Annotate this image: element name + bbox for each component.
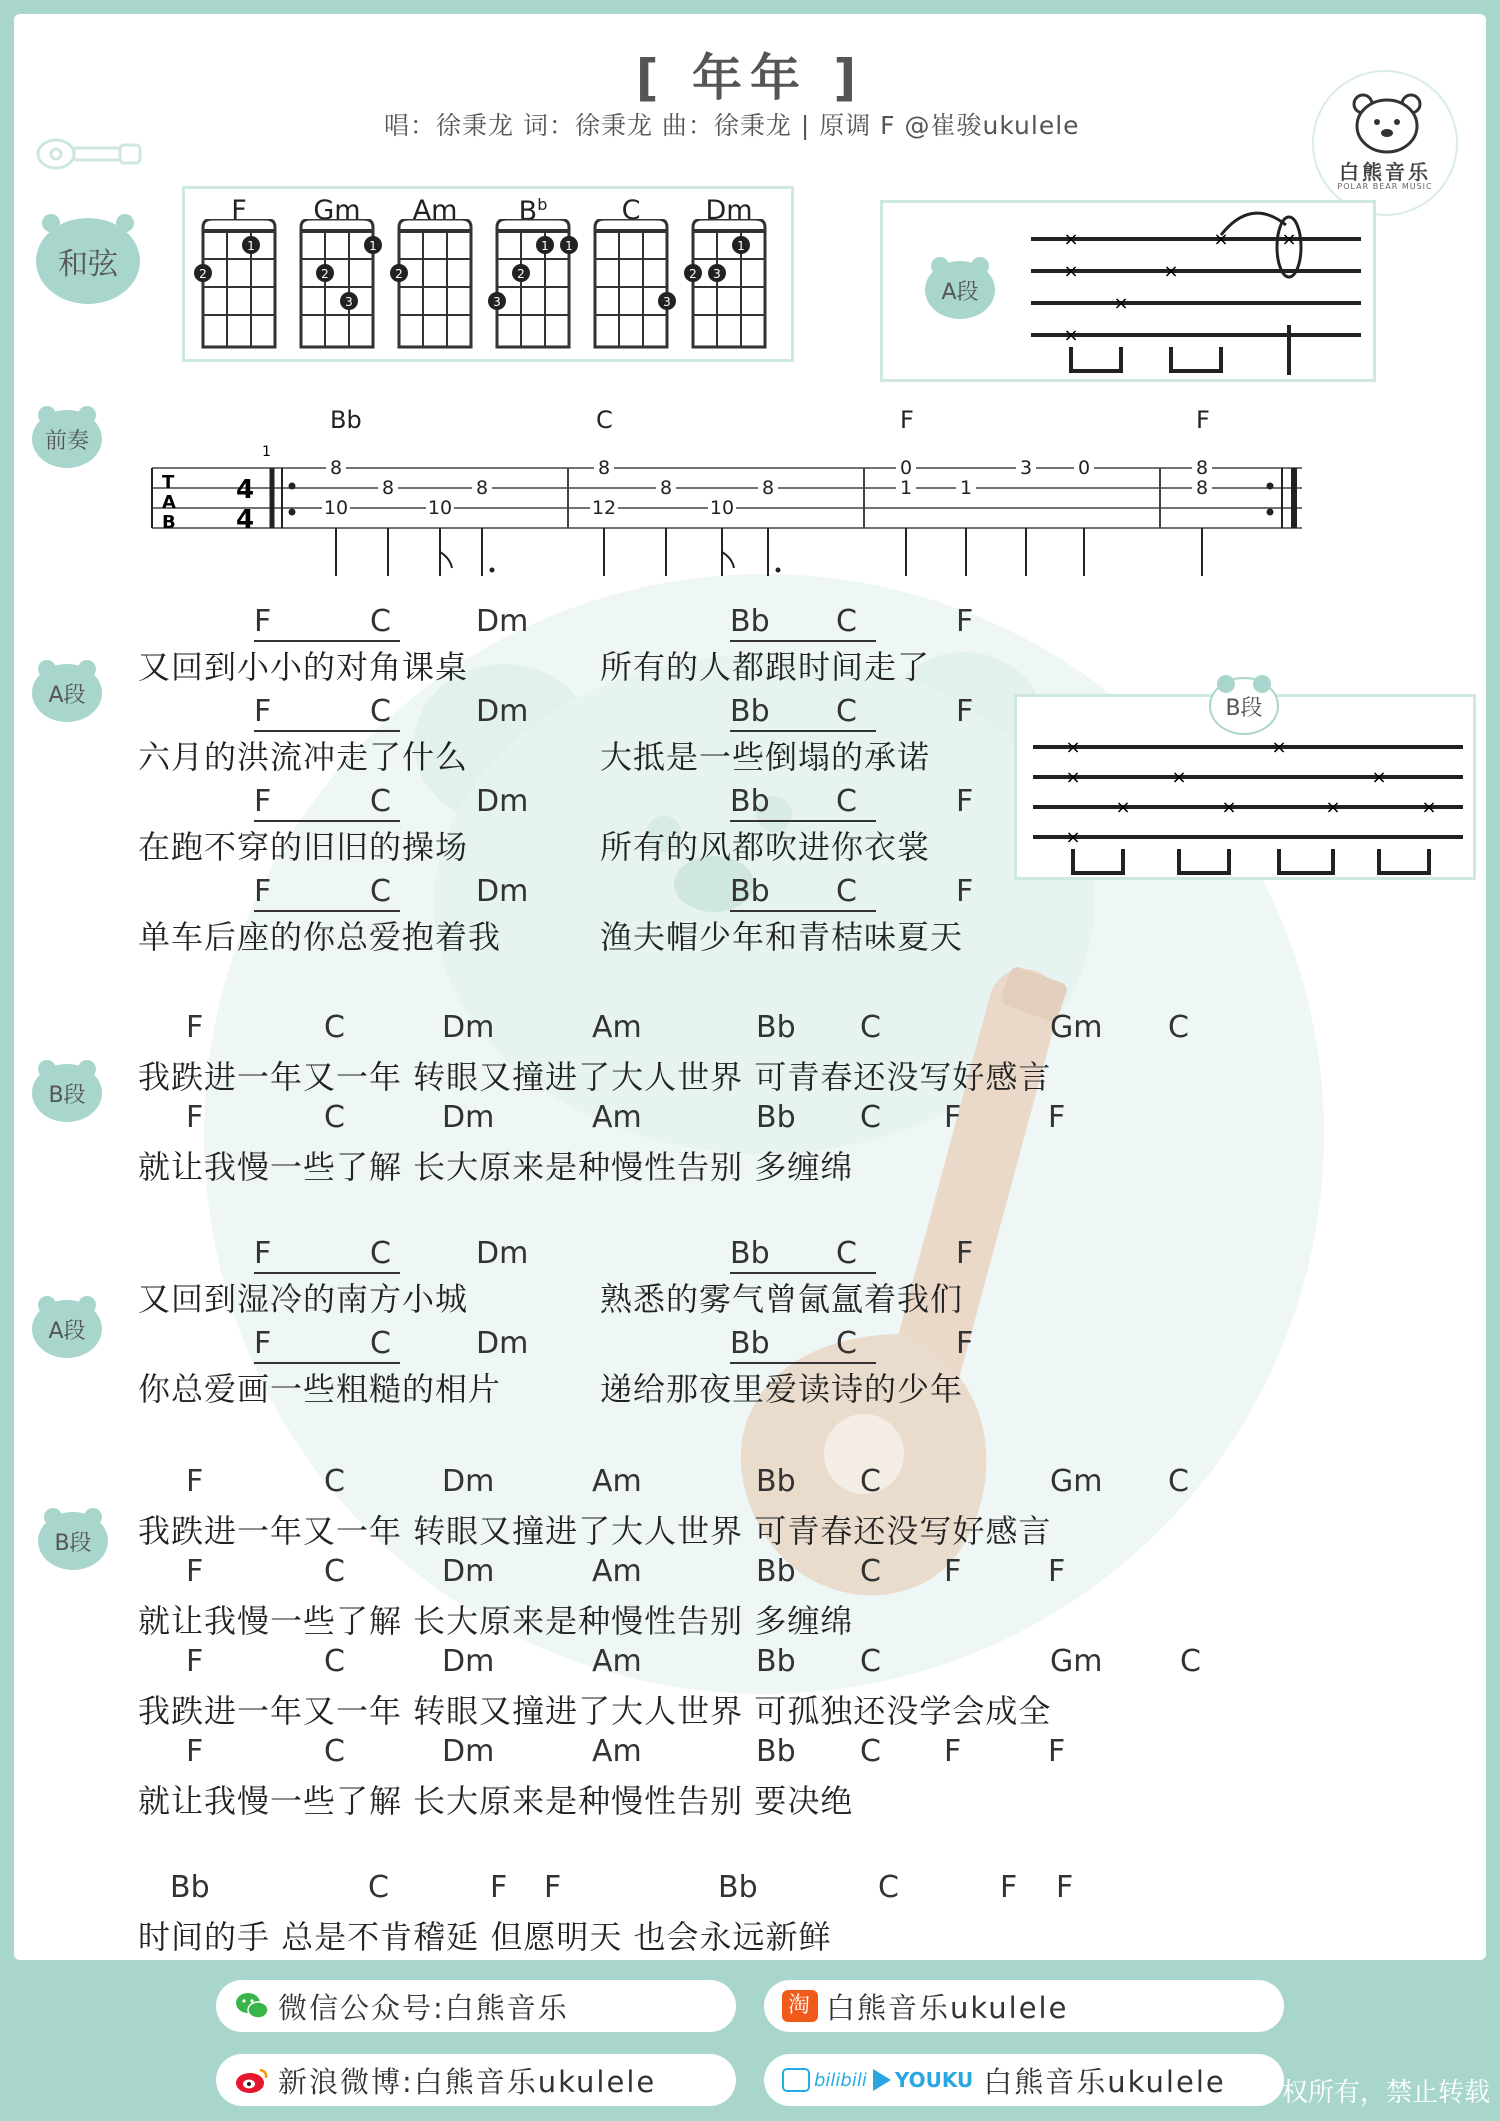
chord-grid <box>683 219 775 355</box>
chord-name: F <box>231 195 247 226</box>
strum-pattern-b <box>1014 694 1476 880</box>
chord-label: Dm <box>476 874 529 909</box>
svg-text:2: 2 <box>517 267 525 281</box>
chord-label: F <box>944 1100 962 1135</box>
section-label-b: B段 <box>32 1064 102 1122</box>
chord-label: F <box>956 784 974 819</box>
chord-label: C <box>860 1464 881 1499</box>
chord-label: F <box>956 604 974 639</box>
tab-number: 8 <box>1195 477 1209 499</box>
chord-label: F <box>956 874 974 909</box>
chord-label: F <box>186 1554 204 1589</box>
chord-label: F <box>1048 1554 1066 1589</box>
svg-text:×: × <box>1421 797 1437 818</box>
chord-label: F <box>944 1734 962 1769</box>
video-text: 白熊音乐ukulele <box>983 2064 1226 2099</box>
weibo-text: 新浪微博:白熊音乐ukulele <box>278 2064 657 2099</box>
chord-diagrams <box>182 186 794 362</box>
svg-text:×: × <box>1221 797 1237 818</box>
chord-label: Dm <box>476 694 529 729</box>
chord-label: F <box>186 1464 204 1499</box>
bear-icon <box>1347 86 1427 156</box>
chord-label: Am <box>592 1734 642 1769</box>
chord-label: Am <box>592 1644 642 1679</box>
strum-diagram-b <box>1033 715 1473 875</box>
section-label-a: A段 <box>32 1300 102 1358</box>
chord-c <box>585 189 677 359</box>
chord-label: Bb <box>730 694 770 729</box>
svg-text:×: × <box>1063 325 1079 346</box>
lyric-text: 递给那夜里爱读诗的少年 <box>600 1370 964 1408</box>
time-sig-bottom: 4 <box>236 505 255 535</box>
lyric-text: 我跌进一年又一年 转眼又撞进了大人世界 可青春还没写好感言 <box>138 1512 1052 1550</box>
ukulele-icon <box>34 134 144 174</box>
chord-label: F <box>490 1870 508 1905</box>
lyric-text: 我跌进一年又一年 转眼又撞进了大人世界 可青春还没写好感言 <box>138 1058 1052 1096</box>
wechat-icon <box>234 1990 270 2022</box>
chord-label: F <box>254 784 272 819</box>
tab-staff <box>132 428 1322 608</box>
strum-diagram-a <box>1031 207 1371 377</box>
chord-label: C <box>836 604 857 639</box>
chord-label: C <box>324 1644 345 1679</box>
tab-number: 0 <box>1077 457 1091 479</box>
chord-label: C <box>368 1870 389 1905</box>
chord-label: C <box>370 1326 391 1361</box>
lyric-text: 大抵是一些倒塌的承诺 <box>600 738 931 776</box>
chord-label: Bb <box>756 1644 796 1679</box>
youku-text: YOUKU <box>894 2068 974 2092</box>
tab-number: 1 <box>899 477 913 499</box>
intro-label: 前奏 <box>32 410 102 468</box>
svg-text:3: 3 <box>713 267 721 281</box>
chord-label: Bb <box>730 1236 770 1271</box>
chord-label: F <box>254 604 272 639</box>
chord-label: Bb <box>170 1870 210 1905</box>
svg-text:1: 1 <box>369 239 377 253</box>
chord-grid <box>487 219 579 355</box>
chord-label: C <box>860 1734 881 1769</box>
tab-chord: F <box>900 406 914 434</box>
section-label-b: B段 <box>1209 677 1279 735</box>
svg-text:2: 2 <box>395 267 403 281</box>
chord-label: C <box>836 1236 857 1271</box>
tab-clef-t: T <box>162 472 175 493</box>
chord-label: Bb <box>756 1734 796 1769</box>
svg-text:×: × <box>1163 261 1179 282</box>
measure-number: 1 <box>262 444 271 460</box>
tab-number: 0 <box>899 457 913 479</box>
tab-chord: Bb <box>330 406 362 434</box>
lyric-text: 就让我慢一些了解 长大原来是种慢性告别 要决绝 <box>138 1782 854 1820</box>
chord-label: C <box>1168 1464 1189 1499</box>
chord-label: Dm <box>442 1464 495 1499</box>
chord-label: Bb <box>756 1464 796 1499</box>
chord-label: Bb <box>756 1010 796 1045</box>
chord-label: Bb <box>730 874 770 909</box>
chord-label: C <box>836 784 857 819</box>
tab-number: 1 <box>959 477 973 499</box>
svg-text:3: 3 <box>345 295 353 309</box>
chord-f <box>193 189 285 359</box>
lyric-text: 单车后座的你总爱抱着我 <box>138 918 502 956</box>
chord-grid <box>585 219 677 355</box>
svg-text:×: × <box>1065 737 1081 758</box>
chord-label: F <box>254 1236 272 1271</box>
svg-text:1: 1 <box>737 239 745 253</box>
lyric-text: 又回到小小的对角课桌 <box>138 648 469 686</box>
chord-label: F <box>1000 1870 1018 1905</box>
tab-number: 8 <box>597 457 611 479</box>
copyright-notice: 权所有，禁止转载 <box>1281 2078 1490 2108</box>
chord-grid <box>389 219 481 355</box>
chord-label: Am <box>592 1464 642 1499</box>
chords-label: 和弦 <box>36 218 140 304</box>
chord-name: Gm <box>313 195 361 226</box>
tab-number: 3 <box>1019 457 1033 479</box>
chord-label: C <box>324 1464 345 1499</box>
lyric-text: 渔夫帽少年和青桔味夏天 <box>600 918 964 956</box>
lyric-text: 就让我慢一些了解 长大原来是种慢性告别 多缠绵 <box>138 1602 854 1640</box>
svg-text:×: × <box>1325 797 1341 818</box>
tab-number: 8 <box>475 477 489 499</box>
chord-label: Am <box>592 1100 642 1135</box>
tab-number: 10 <box>709 497 735 519</box>
tab-number: 8 <box>381 477 395 499</box>
chord-label: Am <box>592 1010 642 1045</box>
bilibili-icon <box>782 2068 810 2092</box>
tab-number: 10 <box>323 497 349 519</box>
chord-label: C <box>370 1236 391 1271</box>
logo-subtext: POLAR BEAR MUSIC <box>1337 182 1433 191</box>
chord-label: Bb <box>730 1326 770 1361</box>
chord-dm <box>683 189 775 359</box>
tab-clef-a: A <box>162 492 176 513</box>
lyric-text: 所有的人都跟时间走了 <box>600 648 931 686</box>
chord-name: Dm <box>705 195 753 226</box>
taobao-link[interactable] <box>764 1980 1284 2032</box>
tab-clef-b: B <box>162 512 176 533</box>
video-link[interactable] <box>764 2054 1284 2106</box>
chord-label: Dm <box>442 1644 495 1679</box>
chord-label: Dm <box>442 1100 495 1135</box>
chord-label: F <box>186 1100 204 1135</box>
chord-label: C <box>370 874 391 909</box>
chord-label: Dm <box>476 1236 529 1271</box>
chord-label: Dm <box>476 784 529 819</box>
chord-label: C <box>370 604 391 639</box>
tab-number: 8 <box>1195 457 1209 479</box>
svg-text:×: × <box>1063 229 1079 250</box>
chord-label: Dm <box>476 604 529 639</box>
chord-label: C <box>370 694 391 729</box>
chord-label: C <box>860 1010 881 1045</box>
intro-tab <box>132 406 1322 606</box>
chord-label: C <box>324 1010 345 1045</box>
weibo-icon <box>234 2064 270 2096</box>
strum-pattern-a <box>880 200 1376 382</box>
chord-label: Bb <box>730 784 770 819</box>
taobao-text: 白熊音乐ukulele <box>826 1990 1069 2025</box>
chord-label: F <box>254 694 272 729</box>
chord-label: F <box>956 1236 974 1271</box>
svg-text:1: 1 <box>541 239 549 253</box>
chord-gm <box>291 189 383 359</box>
chord-bb <box>487 189 579 359</box>
tab-number: 8 <box>659 477 673 499</box>
chord-name: $B^b$ <box>518 195 548 227</box>
chord-grid <box>193 219 285 355</box>
svg-text:×: × <box>1115 797 1131 818</box>
svg-text:×: × <box>1063 261 1079 282</box>
chord-name: C <box>621 195 641 226</box>
svg-text:×: × <box>1113 293 1129 314</box>
svg-text:×: × <box>1065 767 1081 788</box>
chord-label: C <box>324 1100 345 1135</box>
svg-text:2: 2 <box>199 267 207 281</box>
chord-label: F <box>254 874 272 909</box>
chord-label: F <box>1056 1870 1074 1905</box>
chord-am <box>389 189 481 359</box>
chord-label: C <box>878 1870 899 1905</box>
chord-label: F <box>1048 1734 1066 1769</box>
chord-label: F <box>544 1870 562 1905</box>
svg-text:×: × <box>1371 767 1387 788</box>
chord-label: Dm <box>442 1010 495 1045</box>
lyric-text: 又回到湿冷的南方小城 <box>138 1280 469 1318</box>
chord-label: C <box>860 1100 881 1135</box>
weibo-link[interactable] <box>216 2054 736 2106</box>
chord-label: F <box>1048 1100 1066 1135</box>
chord-label: F <box>186 1644 204 1679</box>
svg-text:2: 2 <box>321 267 329 281</box>
chord-label: C <box>860 1554 881 1589</box>
chord-label: F <box>254 1326 272 1361</box>
chord-label: F <box>956 1326 974 1361</box>
chord-label: C <box>324 1554 345 1589</box>
chord-label: F <box>944 1554 962 1589</box>
chord-label: C <box>836 1326 857 1361</box>
chord-label: Dm <box>476 1326 529 1361</box>
time-sig-top: 4 <box>236 475 255 505</box>
wechat-link[interactable] <box>216 1980 736 2032</box>
chord-label: C <box>370 784 391 819</box>
lyric-text: 所有的风都吹进你衣裳 <box>600 828 931 866</box>
chord-label: Bb <box>756 1100 796 1135</box>
chord-grid <box>291 219 383 355</box>
chord-label: C <box>324 1734 345 1769</box>
song-credits: 唱：徐秉龙 词：徐秉龙 曲：徐秉龙 | 原调 F @崔骏ukulele <box>384 111 1080 140</box>
chord-label: Bb <box>756 1554 796 1589</box>
wechat-text: 微信公众号:白熊音乐 <box>278 1990 569 2025</box>
chord-label: Bb <box>730 604 770 639</box>
section-label-a: A段 <box>32 664 102 722</box>
tab-chord: C <box>596 406 613 434</box>
section-label-a: A段 <box>925 261 995 319</box>
chord-label: F <box>956 694 974 729</box>
bilibili-text: bilibili <box>814 2069 867 2091</box>
chord-label: F <box>186 1734 204 1769</box>
tab-number: 8 <box>761 477 775 499</box>
chord-label: F <box>186 1010 204 1045</box>
section-label-b: B段 <box>38 1512 108 1570</box>
svg-text:1: 1 <box>247 239 255 253</box>
tab-number: 8 <box>329 457 343 479</box>
chord-label: C <box>1180 1644 1201 1679</box>
chord-label: Gm <box>1050 1010 1103 1045</box>
polar-bear-logo <box>1312 70 1458 216</box>
chord-label: Dm <box>442 1554 495 1589</box>
lyric-text: 就让我慢一些了解 长大原来是种慢性告别 多缠绵 <box>138 1148 854 1186</box>
svg-text:×: × <box>1213 229 1229 250</box>
chord-label: C <box>860 1644 881 1679</box>
chord-name: Am <box>412 195 458 226</box>
chord-label: Bb <box>718 1870 758 1905</box>
lyric-text: 六月的洪流冲走了什么 <box>138 738 469 776</box>
svg-text:×: × <box>1281 229 1297 250</box>
lyric-text: 在跑不穿的旧旧的操场 <box>138 828 469 866</box>
chord-label: Am <box>592 1554 642 1589</box>
chord-label: C <box>1168 1010 1189 1045</box>
chord-label: Gm <box>1050 1644 1103 1679</box>
tab-chord: F <box>1196 406 1210 434</box>
youku-icon <box>873 2069 891 2091</box>
logo-text: 白熊音乐 <box>1339 160 1431 184</box>
lyric-text: 时间的手 总是不肯稽延 但愿明天 也会永远新鲜 <box>138 1918 832 1956</box>
lyric-text: 你总爱画一些粗糙的相片 <box>138 1370 502 1408</box>
footer <box>0 1960 1500 2121</box>
chord-label: Dm <box>442 1734 495 1769</box>
tab-number: 12 <box>591 497 617 519</box>
chord-label: Gm <box>1050 1464 1103 1499</box>
svg-text:3: 3 <box>493 295 501 309</box>
svg-text:3: 3 <box>663 295 671 309</box>
lyric-text: 我跌进一年又一年 转眼又撞进了大人世界 可孤独还没学会成全 <box>138 1692 1052 1730</box>
song-sheet <box>14 14 1486 1960</box>
svg-text:×: × <box>1271 737 1287 758</box>
taobao-icon: 淘 <box>782 1990 818 2022</box>
svg-text:×: × <box>1065 827 1081 848</box>
svg-text:×: × <box>1171 767 1187 788</box>
chord-label: C <box>836 874 857 909</box>
chord-label: C <box>836 694 857 729</box>
svg-text:1: 1 <box>565 239 573 253</box>
svg-text:2: 2 <box>689 267 697 281</box>
tab-number: 10 <box>427 497 453 519</box>
lyric-text: 熟悉的雾气曾氤氲着我们 <box>600 1280 964 1318</box>
page-title: [ 年年 ] <box>635 49 865 107</box>
